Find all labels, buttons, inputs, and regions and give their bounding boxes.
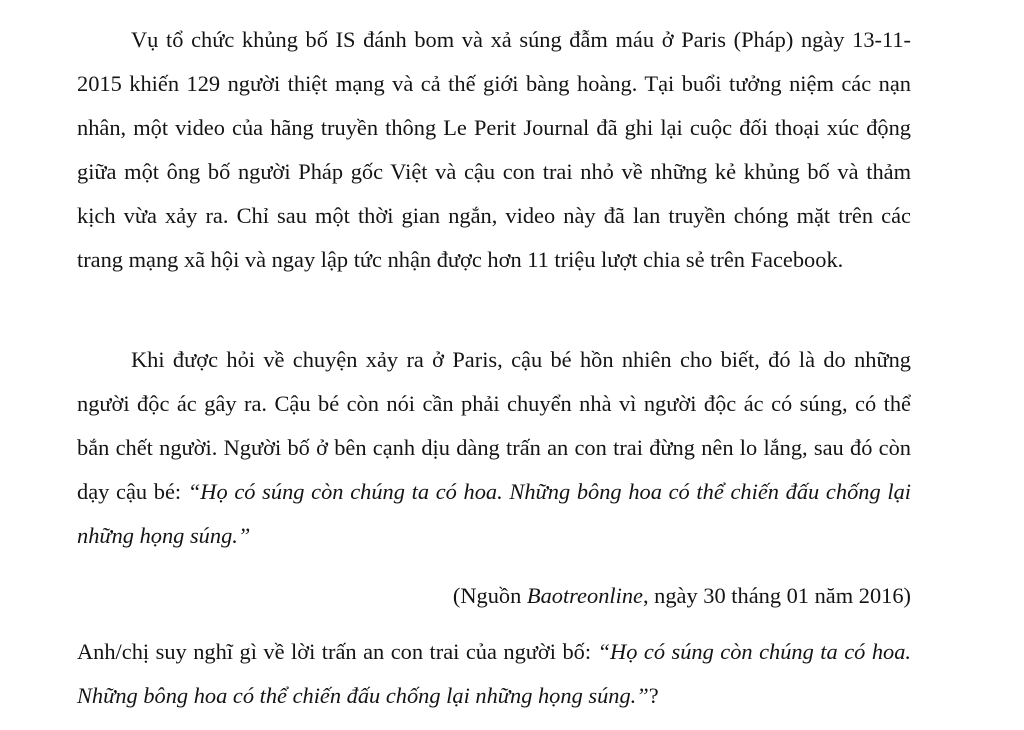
source-citation bbox=[77, 574, 911, 618]
paragraph-1 bbox=[77, 18, 911, 282]
essay-question bbox=[77, 630, 911, 718]
question-end: ? bbox=[648, 683, 659, 708]
father-quote: “Họ có súng còn chúng ta có hoa. Những bông hoa có thể chiến đấu chống lại những họng súng.” bbox=[77, 479, 911, 548]
paragraph-2-text: Khi được hỏi về chuyện xảy ra ở Paris, cậu bé hồn nhiên cho biết, đó là do những người độc ác gây ra. Cậu bé còn nói cần phải chuyển nhà vì người độc ác có súng, có thể bắn chết người. Người bố ở bên cạnh dịu dàng trấn an con trai đừng nên lo lắng, sau đó còn dạy cậu bé: bbox=[77, 347, 911, 504]
paragraph-1-text: Vụ tổ chức khủng bố IS đánh bom và xả súng đẫm máu ở Paris (Pháp) ngày 13-11-2015 khiến 129 người thiệt mạng và cả thế giới bàng hoàng. Tại buổi tưởng niệm các nạn nhân, một video của hãng truyền thông Le Perit Journal đã ghi lại cuộc đối thoại xúc động giữa một ông bố người Pháp gốc Việt và cậu con trai nhỏ về những kẻ khủng bố và thảm kịch vừa xảy ra. Chỉ sau một thời gian ngắn, video này đã lan truyền chóng mặt trên các trang mạng xã hội và ngay lập tức nhận được hơn 11 triệu lượt chia sẻ trên Facebook. bbox=[77, 27, 911, 272]
source-name: Baotreonline bbox=[526, 583, 643, 608]
source-prefix: (Nguồn bbox=[452, 583, 527, 608]
source-suffix: , ngày 30 tháng 01 năm 2016) bbox=[642, 583, 911, 608]
question-quote: “Họ có súng còn chúng ta có hoa. Những bông hoa có thể chiến đấu chống lại những họng súng.” bbox=[77, 639, 912, 708]
question-text: Anh/chị suy nghĩ gì về lời trấn an con trai của người bố: bbox=[77, 639, 598, 664]
paragraph-2 bbox=[77, 338, 911, 558]
